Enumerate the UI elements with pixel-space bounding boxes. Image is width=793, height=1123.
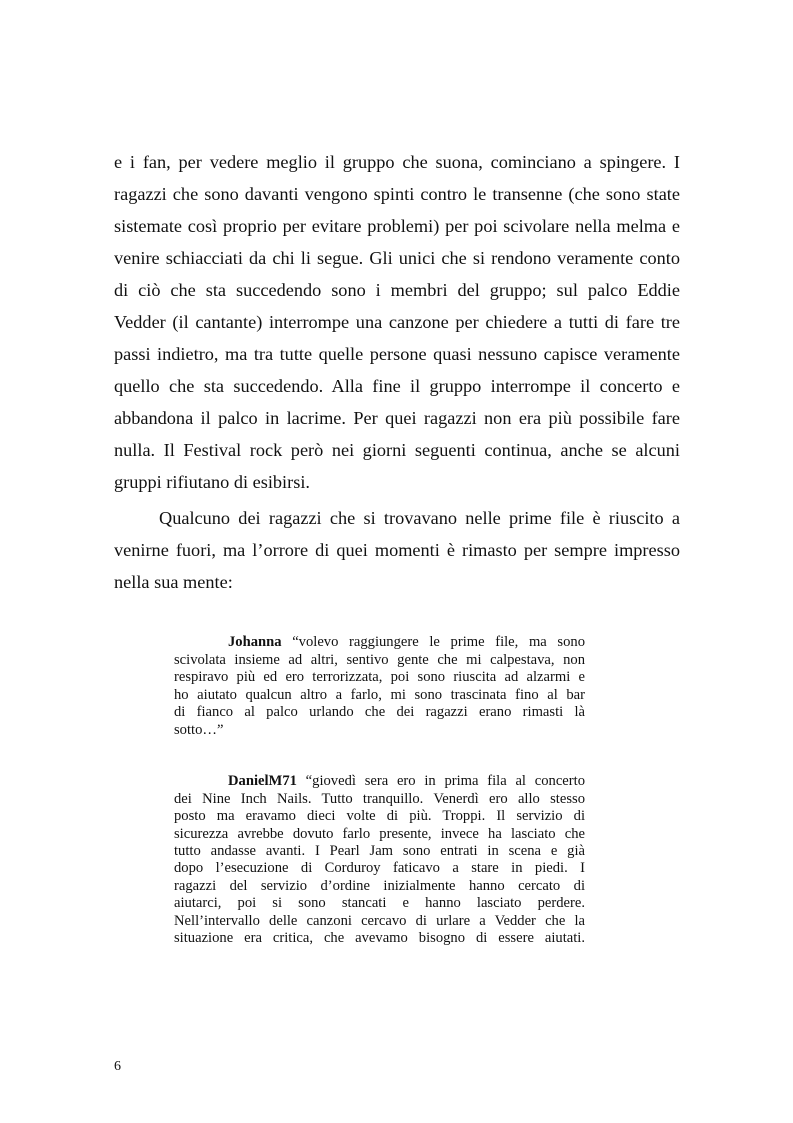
quote-line: dei Nine Inch Nails. Tutto tranquillo. Venerdì ero allo stesso	[174, 791, 585, 807]
quote-line: respiravo più ed ero terrorizzata, poi sono riuscita ad alzarmi e	[174, 669, 585, 685]
quote-first-line	[228, 773, 585, 791]
text-line: venirne fuori, ma l’orrore di quei momenti è rimasto per sempre impresso	[114, 540, 680, 560]
quote-text: “giovedì sera ero in prima fila al concerto	[296, 773, 585, 789]
quote-line: Nell’intervallo delle canzoni cercavo di urlare a Vedder che la	[174, 913, 585, 929]
quote-line: ragazzi del servizio d’ordine inizialmente hanno cercato di	[174, 878, 585, 894]
quote-speaker: Johanna	[228, 634, 282, 650]
page-number: 6	[114, 1059, 121, 1074]
quote-line: dopo l’esecuzione di Corduroy faticavo a stare in piedi. I	[174, 860, 585, 876]
text-line: di ciò che sta succedendo sono i membri del gruppo; sul palco Eddie	[114, 280, 680, 300]
text-line: venire schiacciati da chi li segue. Gli unici che si rendono veramente conto	[114, 248, 680, 268]
text-line: Qualcuno dei ragazzi che si trovavano nelle prime file è riuscito a	[159, 508, 680, 528]
quote-speaker: DanielM71	[228, 773, 297, 789]
quote-line: ho aiutato qualcun altro a farlo, mi sono trascinata fino al bar	[174, 687, 585, 703]
text-line: e i fan, per vedere meglio il gruppo che suona, cominciano a spingere. I	[114, 152, 680, 172]
quote-line: aiutarci, poi si sono stancati e hanno lasciato perdere.	[174, 895, 585, 911]
text-line: passi indietro, ma tra tutte quelle persone quasi nessuno capisce veramente	[114, 344, 680, 364]
text-line: gruppi rifiutano di esibirsi.	[114, 472, 310, 492]
text-line: abbandona il palco in lacrime. Per quei ragazzi non era più possibile fare	[114, 408, 680, 428]
quote-line: sotto…”	[174, 722, 224, 738]
text-line: quello che sta succedendo. Alla fine il gruppo interrompe il concerto e	[114, 376, 680, 396]
quote-line: di fianco al palco urlando che dei ragazzi erano rimasti là	[174, 704, 585, 720]
text-line: nulla. Il Festival rock però nei giorni seguenti continua, anche se alcuni	[114, 440, 680, 460]
quote-line: tutto andasse avanti. I Pearl Jam sono entrati in scena e già	[174, 843, 585, 859]
text-line: ragazzi che sono davanti vengono spinti contro le transenne (che sono state	[114, 184, 680, 204]
quote-line: scivolata insieme ad altri, sentivo gente che mi calpestava, non	[174, 652, 585, 668]
quote-first-line	[228, 634, 585, 652]
text-line: sistemate così proprio per evitare problemi) per poi scivolare nella melma e	[114, 216, 680, 236]
text-line: nella sua mente:	[114, 572, 233, 592]
quote-line: situazione era critica, che avevamo bisogno di essere aiutati.	[174, 930, 585, 946]
quote-text: “volevo raggiungere le prime file, ma sono	[281, 634, 585, 650]
text-line: Vedder (il cantante) interrompe una canzone per chiedere a tutti di fare tre	[114, 312, 680, 332]
quote-line: sicurezza avrebbe dovuto farlo presente, invece ha lasciato che	[174, 826, 585, 842]
quote-line: posto ma eravamo dieci volte di più. Troppi. Il servizio di	[174, 808, 585, 824]
